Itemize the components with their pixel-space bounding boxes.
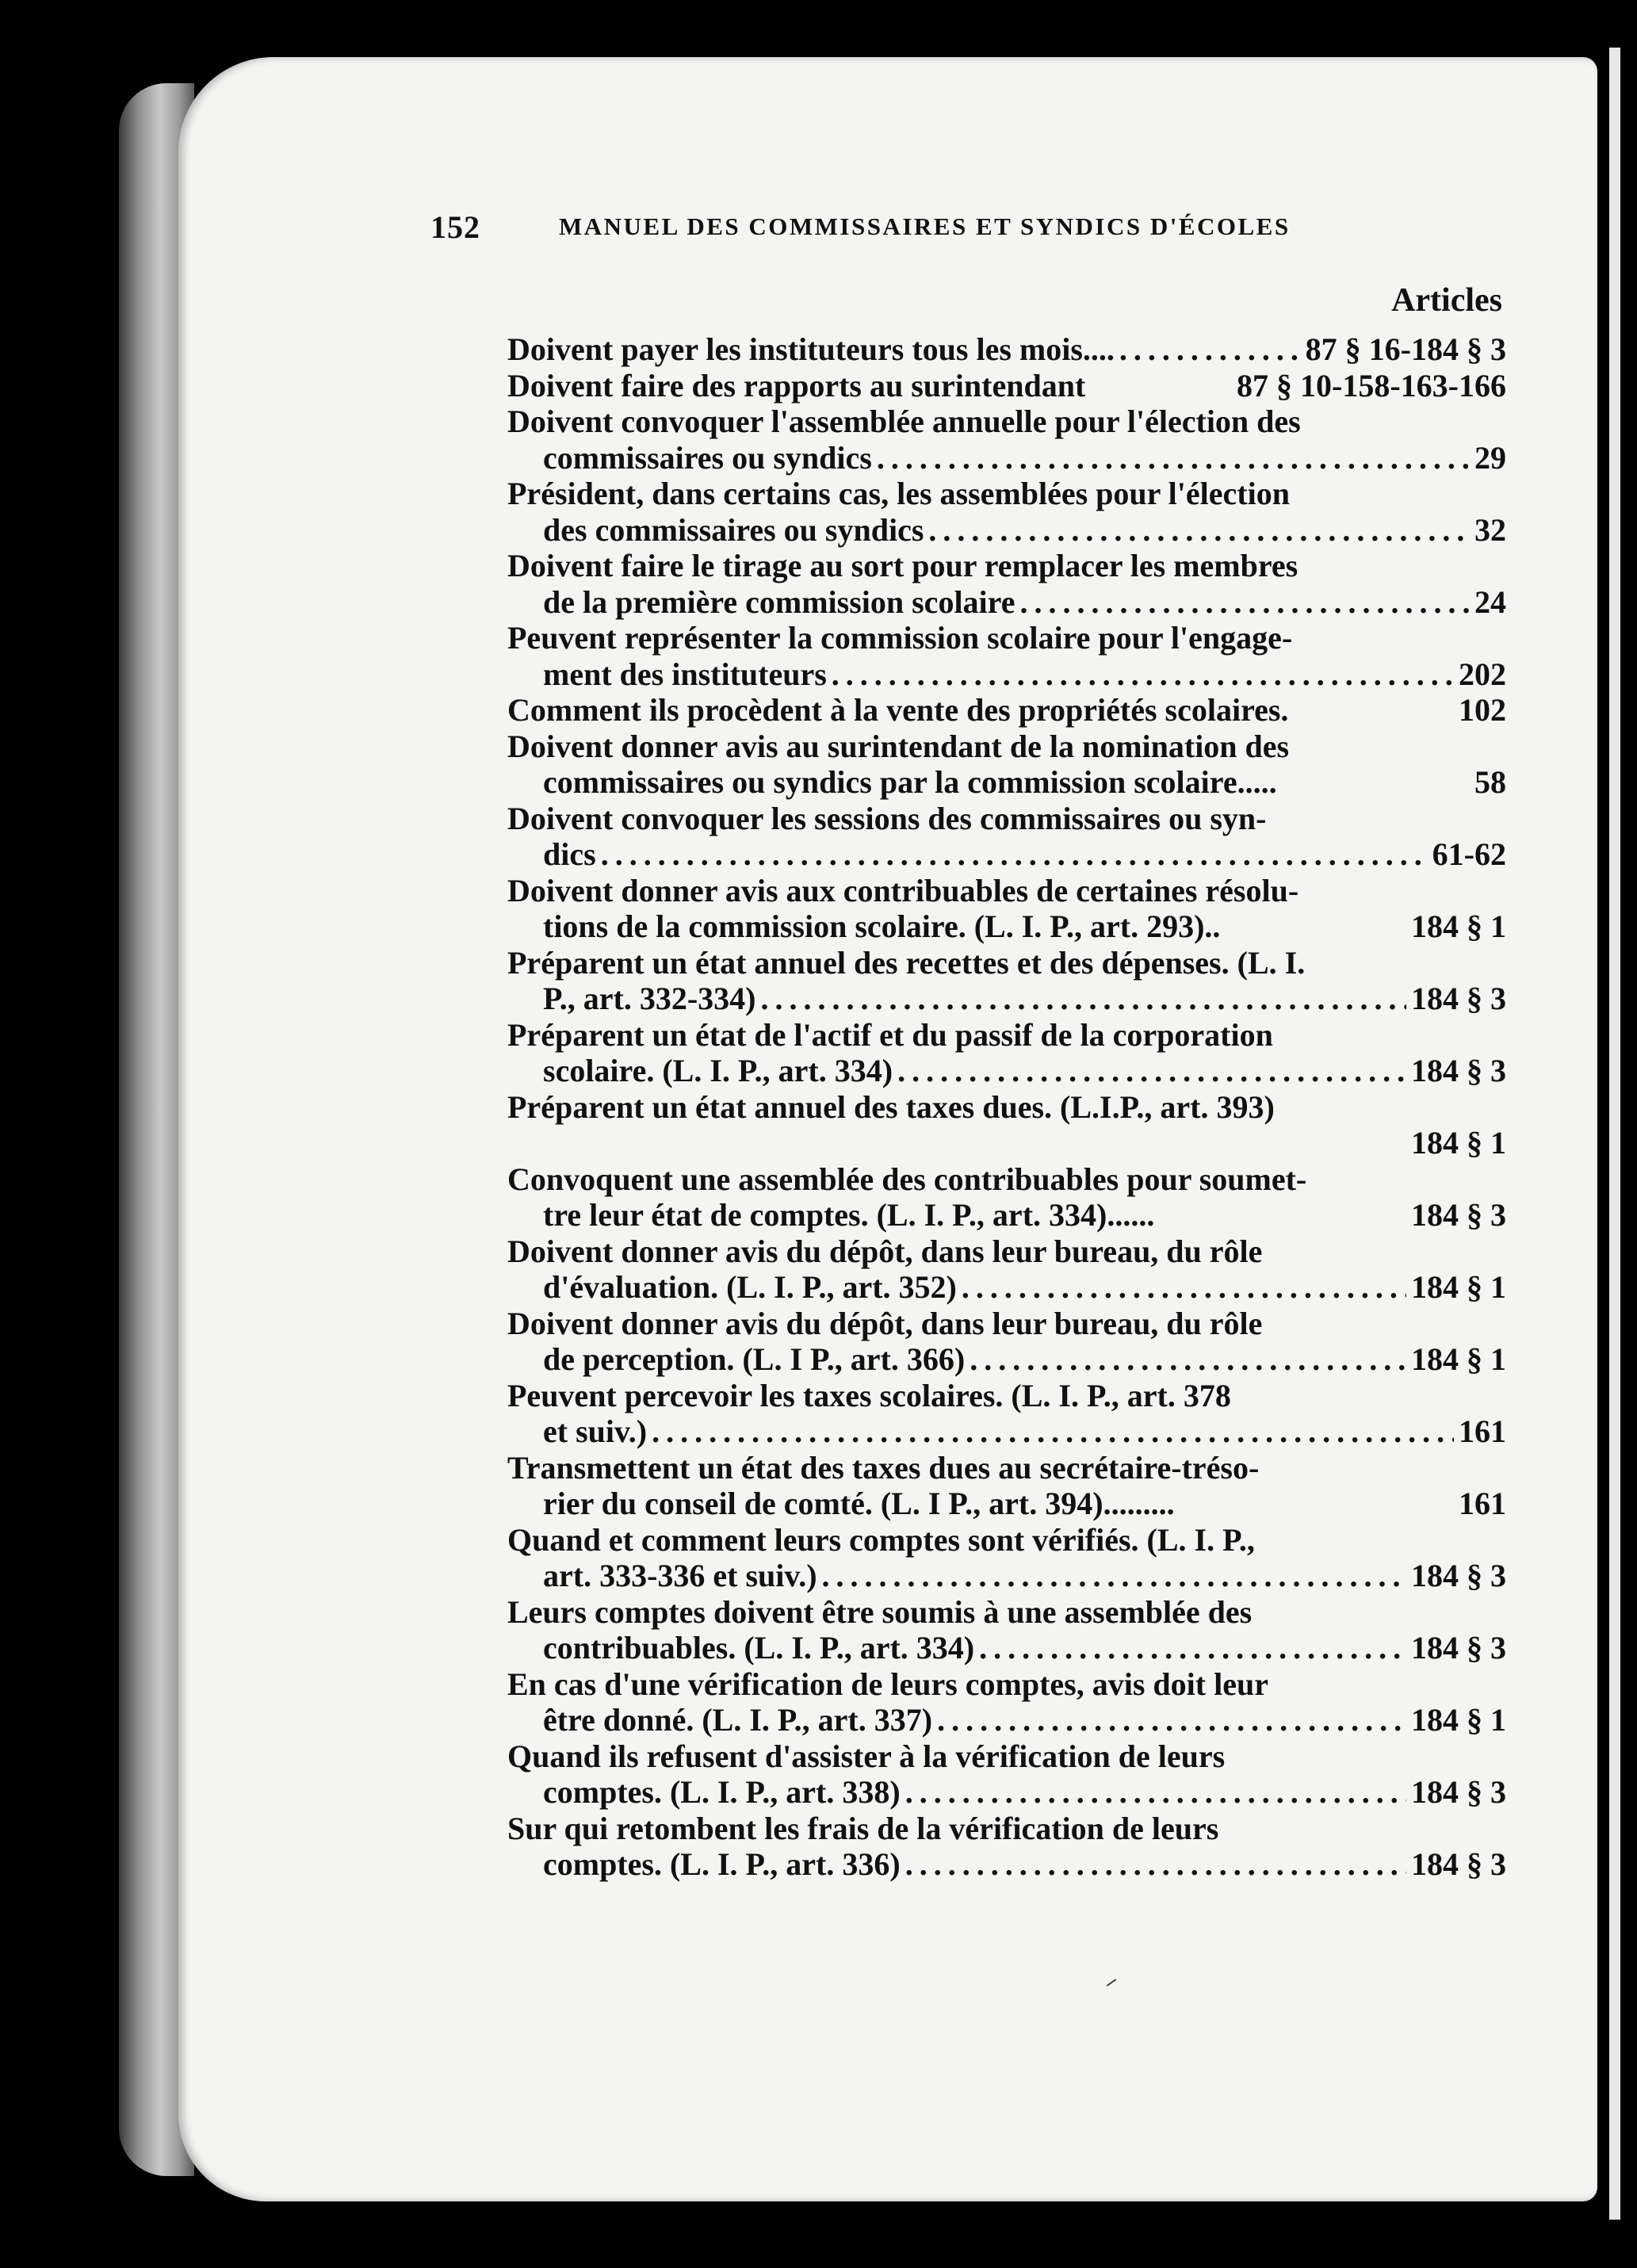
index-entry <box>507 403 1506 476</box>
entry-text: ment des instituteurs <box>543 656 827 692</box>
index-entry <box>507 1450 1506 1522</box>
index-entry <box>507 1594 1506 1666</box>
entry-text: être donné. (L. I. P., art. 337) <box>543 1702 933 1738</box>
page-number: 152 <box>430 209 480 245</box>
entry-text: scolaire. (L. I. P., art. 334) <box>543 1053 893 1088</box>
index-entry <box>507 1811 1506 1883</box>
entry-reference: 184 § 3 <box>1411 1558 1506 1593</box>
entry-reference: 184 § 3 <box>1411 1630 1506 1666</box>
entry-reference: 24 <box>1474 583 1506 620</box>
entry-reference: 58 <box>1474 764 1506 800</box>
entry-text: des commissaires ou syndics <box>543 511 924 548</box>
index-entry <box>507 1306 1506 1378</box>
entry-reference: 184 § 3 <box>1411 1197 1506 1233</box>
entry-text: art. 333-336 et suiv.) <box>543 1558 817 1593</box>
index-entries <box>507 331 1506 1883</box>
index-entry <box>507 1089 1506 1161</box>
entry-text: Préparent un état annuel des taxes dues. (L.I.P., art. 393) <box>507 1088 1275 1125</box>
index-entry <box>507 729 1506 801</box>
entry-text: Doivent donner avis du dépôt, dans leur bureau, du rôle <box>507 1305 1263 1341</box>
index-entry <box>507 476 1506 548</box>
entry-text: Peuvent percevoir les taxes scolaires. (L. I. P., art. 378 <box>507 1377 1231 1413</box>
entry-text: de perception. (L. I P., art. 366) <box>543 1341 966 1377</box>
entry-text: Président, dans certains cas, les assemblées pour l'élection <box>507 476 1290 511</box>
entry-reference: 184 § 3 <box>1411 1053 1506 1088</box>
entry-text: Convoquent une assemblée des contribuables pour soumet- <box>507 1161 1307 1197</box>
entry-text: Quand et comment leurs comptes sont vérifiés. (L. I. P., <box>507 1521 1255 1558</box>
entry-text: Transmettent un état des taxes dues au secrétaire-tréso- <box>507 1449 1260 1486</box>
index-entry <box>507 331 1506 368</box>
entry-reference: 184 § 1 <box>1411 1269 1506 1305</box>
entry-reference: 32 <box>1474 511 1506 548</box>
running-title: MANUEL DES COMMISSAIRES ET SYNDICS D'ÉCOLES <box>559 212 1291 240</box>
index-entry <box>507 1378 1506 1450</box>
entry-text: tre leur état de comptes. (L. I. P., art. 334)...... <box>543 1197 1155 1233</box>
entry-text: commissaires ou syndics <box>543 439 872 476</box>
entry-text: Préparent un état de l'actif et du passif de la corporation <box>507 1016 1273 1053</box>
entry-reference: 184 § 3 <box>1411 1846 1506 1882</box>
index-entry <box>507 620 1506 692</box>
entry-text: Doivent donner avis aux contribuables de certaines résolu- <box>507 872 1299 908</box>
entry-reference: 184 § 1 <box>1411 908 1506 944</box>
entry-text: Doivent convoquer les sessions des commissaires ou syn- <box>507 800 1267 836</box>
entry-text: Doivent donner avis du dépôt, dans leur bureau, du rôle <box>507 1233 1263 1269</box>
index-entry <box>507 1017 1506 1089</box>
entry-reference: 184 § 1 <box>1411 1341 1506 1377</box>
entry-text: contribuables. (L. I. P., art. 334) <box>543 1630 975 1666</box>
entry-reference: 184 § 1 <box>1411 1125 1506 1161</box>
column-heading: Articles <box>1391 282 1502 319</box>
entry-text: Doivent faire des rapports au surintendant <box>507 367 1086 403</box>
entry-reference: 87 § 16-184 § 3 <box>1305 331 1506 367</box>
index-entry <box>507 801 1506 873</box>
entry-reference: 184 § 3 <box>1411 981 1506 1016</box>
entry-text: Leurs comptes doivent être soumis à une assemblée des <box>507 1593 1253 1630</box>
entry-reference: 61-62 <box>1432 836 1506 872</box>
entry-text: commissaires ou syndics par la commission scolaire..... <box>543 764 1277 800</box>
entry-text: comptes. (L. I. P., art. 336) <box>543 1846 901 1882</box>
index-entry <box>507 873 1506 945</box>
entry-reference: 161 <box>1459 1486 1506 1521</box>
entry-text: Peuvent représenter la commission scolaire pour l'engage- <box>507 620 1293 656</box>
entry-text: Préparent un état annuel des recettes et des dépenses. (L. I. <box>507 944 1306 981</box>
index-entry <box>507 1233 1506 1306</box>
entry-text: Sur qui retombent les frais de la vérification de leurs <box>507 1810 1219 1846</box>
entry-text: de la première commission scolaire <box>543 583 1015 620</box>
index-entry <box>507 1522 1506 1594</box>
entry-text: dics <box>543 836 596 872</box>
entry-text: comptes. (L. I. P., art. 338) <box>543 1774 901 1810</box>
entry-reference: 29 <box>1474 439 1506 476</box>
entry-reference: 184 § 3 <box>1411 1774 1506 1810</box>
entry-text: Comment ils procèdent à la vente des propriétés scolaires. <box>507 692 1289 728</box>
index-entry <box>507 1161 1506 1233</box>
index-entry <box>507 1666 1506 1738</box>
entry-reference: 161 <box>1459 1413 1506 1449</box>
index-entry <box>507 1738 1506 1811</box>
entry-reference: 184 § 1 <box>1411 1702 1506 1738</box>
index-entry <box>507 368 1506 404</box>
index-entry <box>507 692 1506 729</box>
entry-reference: 202 <box>1459 656 1506 692</box>
entry-text: En cas d'une vérification de leurs comptes, avis doit leur <box>507 1666 1268 1702</box>
entry-text: rier du conseil de comté. (L. I P., art. 394)......... <box>543 1486 1175 1521</box>
entry-text: Doivent payer les instituteurs tous les mois.... <box>507 331 1115 367</box>
entry-text: et suiv.) <box>543 1413 648 1449</box>
entry-reference: 102 <box>1459 692 1506 728</box>
entry-text: Doivent faire le tirage au sort pour remplacer les membres <box>507 548 1299 583</box>
entry-text: Quand ils refusent d'assister à la vérification de leurs <box>507 1738 1226 1774</box>
entry-text: tions de la commission scolaire. (L. I. P., art. 293).. <box>543 908 1221 944</box>
index-entry <box>507 945 1506 1017</box>
next-page-edge <box>1609 48 1620 2220</box>
entry-text: Doivent convoquer l'assemblée annuelle pour l'élection des <box>507 403 1301 439</box>
entry-text: d'évaluation. (L. I. P., art. 352) <box>543 1269 957 1305</box>
entry-reference: 87 § 10-158-163-166 <box>1237 367 1506 403</box>
entry-text: P., art. 332-334) <box>543 981 756 1016</box>
index-entry <box>507 548 1506 620</box>
entry-text: Doivent donner avis au surintendant de la nomination des <box>507 728 1290 764</box>
